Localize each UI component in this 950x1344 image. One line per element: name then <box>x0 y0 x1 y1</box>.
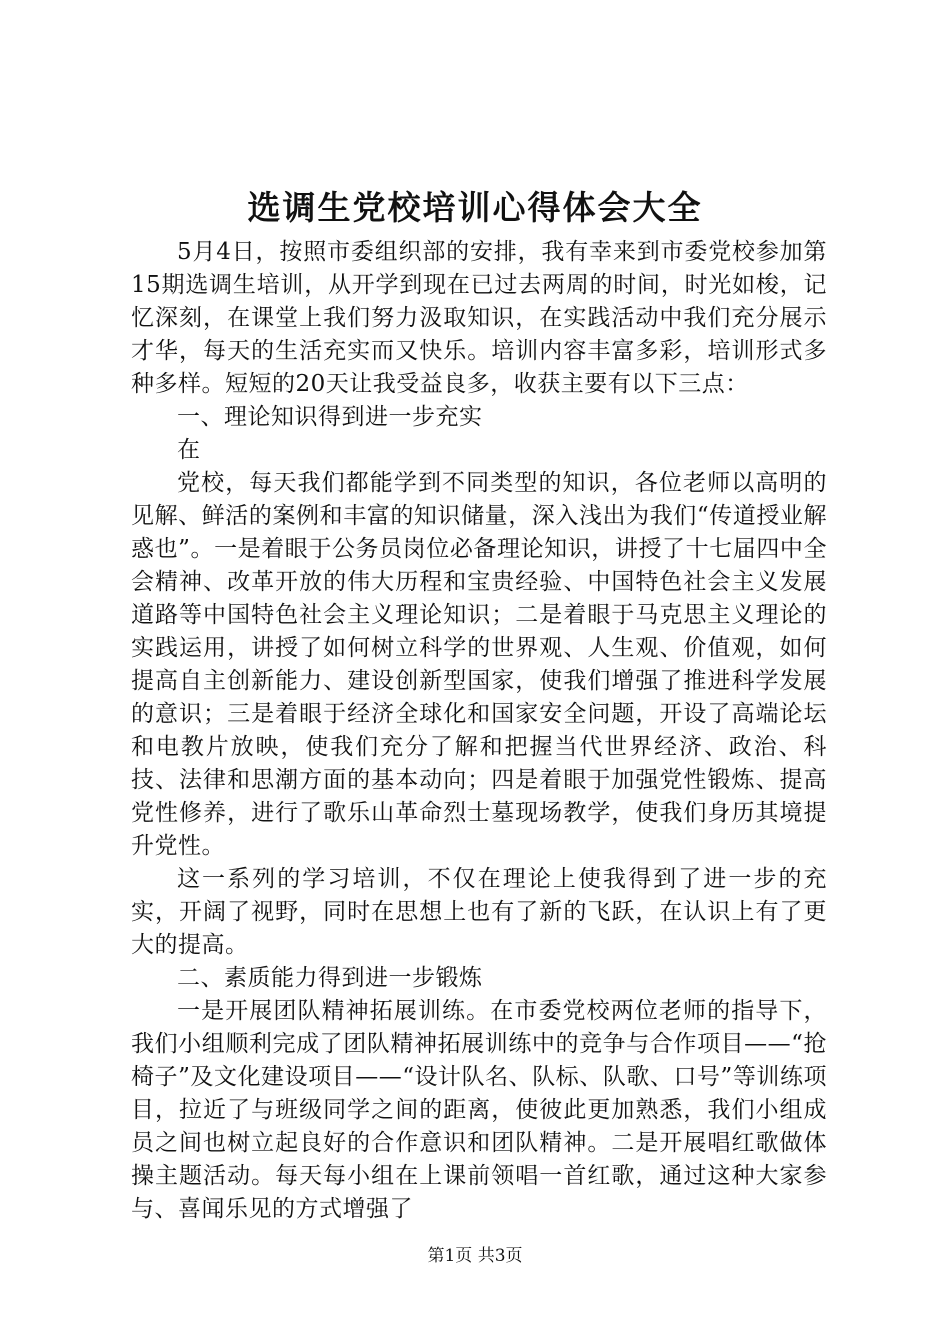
theory-paragraph: 党校，每天我们都能学到不同类型的知识，各位老师以高明的见解、鲜活的案例和丰富的知识储量，深入浅出为我们“传道授业解惑也”。一是着眼于公务员岗位必备理论知识，讲授了十七届四中全会精神、改革开放的伟大历程和宝贵经验、中国特色社会主义发展道路等中国特色社会主义理论知识；二是着眼于马克思主义理论的实践运用，讲授了如何树立科学的世界观、人生观、价值观，如何提高自主创新能力、建设创新型国家，使我们增强了推进科学发展的意识；三是着眼于经济全球化和国家安全问题，开设了高端论坛和电教片放映，使我们充分了解和把握当代世界经济、政治、科技、法律和思潮方面的基本动向；四是着眼于加强党性锻炼、提高党性修养，进行了歌乐山革命烈士墓现场教学，使我们身历其境提升党性。 <box>131 470 827 859</box>
document-body <box>131 236 827 1226</box>
intro-paragraph: 5月4日，按照市委组织部的安排，我有幸来到市委党校参加第15期选调生培训，从开学到现在已过去两周的时间，时光如梭，记忆深刻，在课堂上我们努力汲取知识，在实践活动中我们充分展示才华，每天的生活充实而又快乐。培训内容丰富多彩，培训形式多种多样。短短的20天让我受益良多，收获主要有以下三点： <box>131 239 827 397</box>
fragment-paragraph: 在 <box>177 437 201 463</box>
section-heading-1: 一、理论知识得到进一步充实 <box>177 404 483 430</box>
document-title: 选调生党校培训心得体会大全 <box>247 188 703 227</box>
summary-paragraph: 这一系列的学习培训，不仅在理论上使我得到了进一步的充实，开阔了视野，同时在思想上也有了新的飞跃，在认识上有了更大的提高。 <box>131 866 827 958</box>
section-heading-2: 二、素质能力得到进一步锻炼 <box>177 965 483 991</box>
ability-paragraph: 一是开展团队精神拓展训练。在市委党校两位老师的指导下，我们小组顺利完成了团队精神拓展训练中的竞争与合作项目——“抢椅子”及文化建设项目——“设计队名、队标、队歌、口号”等训练项目，拉近了与班级同学之间的距离，使彼此更加熟悉，我们小组成员之间也树立起良好的合作意识和团队精神。二是开展唱红歌做体操主题活动。每天每小组在上课前领唱一首红歌，通过这种大家参与、喜闻乐见的方式增强了 <box>131 998 827 1222</box>
page-number-footer: 第1页 共3页 <box>427 1246 523 1266</box>
